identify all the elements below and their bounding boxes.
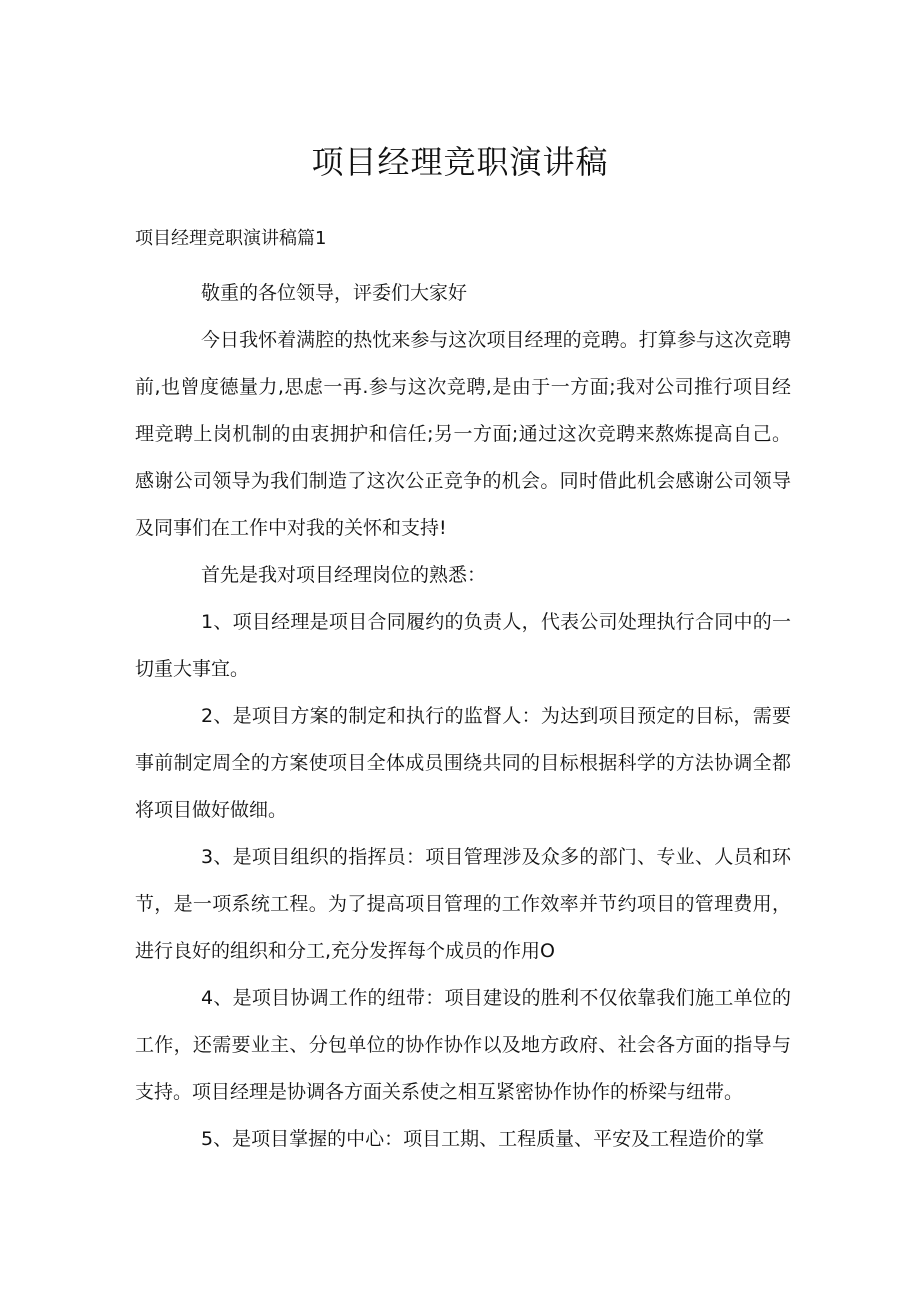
paragraph-point-1: 1、项目经理是项目合同履约的负责人，代表公司处理执行合同中的一切重大事宜。: [135, 611, 791, 680]
paragraph-point-5: 5、是项目掌握的中心：项目工期、工程质量、平安及工程造价的掌: [201, 1128, 765, 1150]
paragraph-understanding: 首先是我对项目经理岗位的熟悉：: [201, 564, 487, 586]
paragraph-point-4: 4、是项目协调工作的纽带：项目建设的胜利不仅依靠我们施工单位的工作，还需要业主、分包单位的协作协作以及地方政府、社会各方面的指导与支持。项目经理是协调各方面关系使之相互紧密协作协作的桥梁与纽带。: [135, 987, 791, 1103]
paragraph-greeting: 敬重的各位领导，评委们大家好: [201, 282, 468, 304]
document-body: [135, 270, 791, 1163]
paragraph-point-2: 2、是项目方案的制定和执行的监督人：为达到项目预定的目标，需要事前制定周全的方案使项目全体成员围绕共同的目标根据科学的方法协调全都将项目做好做细。: [135, 705, 791, 821]
section-heading: 项目经理竞职演讲稿篇1: [135, 228, 327, 249]
paragraph-point-3: 3、是项目组织的指挥员：项目管理涉及众多的部门、专业、人员和环节，是一项系统工程。为了提高项目管理的工作效率并节约项目的管理费用，进行良好的组织和分工,充分发挥每个成员的作用O: [135, 846, 791, 962]
paragraph-intro: 今日我怀着满腔的热忱来参与这次项目经理的竞聘。打算参与这次竞聘前,也曾度德量力,思虑一再.参与这次竞聘,是由于一方面;我对公司推行项目经理竞聘上岗机制的由衷拥护和信任;另一方面;通过这次竞聘来熬炼提高自己。感谢公司领导为我们制造了这次公正竞争的机会。同时借此机会感谢公司领导及同事们在工作中对我的关怀和支持!: [135, 329, 791, 539]
document-title: 项目经理竞职演讲稿: [311, 143, 609, 181]
